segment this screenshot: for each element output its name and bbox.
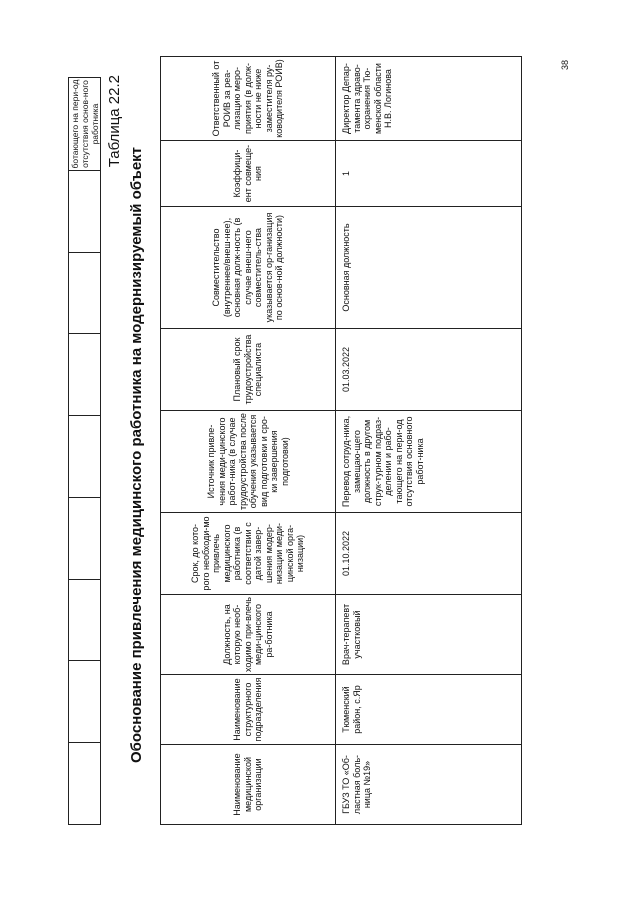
header-deadline: Срок, до кото-рого необходи-мо привлечь медицинского работника (в соответствии с датой завер-шения модер-низации меди-цинской орга-низации) <box>161 513 336 595</box>
header-position: Должность, на которую необ-ходимо при-влечь меди-цинского ра-ботника <box>161 595 336 675</box>
cell-responsible: Директор Депар-тамента здраво-охранения Тю-менской области Н.В. Логинова <box>336 57 522 141</box>
page-title: Обоснование привлечения медицинского работника на модернизируемый объект <box>128 146 145 764</box>
table-cell <box>69 743 101 825</box>
previous-table-continuation <box>68 77 101 825</box>
cell-coefficient: 1 <box>336 141 522 207</box>
previous-table-last-cell: ботающего на пери-од отсутствия основ-ного работника <box>69 78 101 171</box>
header-department: Наименование структурного подразделения <box>161 675 336 745</box>
header-source: Источник привле-чения меди-цинского работ-ника (в случае трудоустройства после обучения указывается вид подготовки и сро-ки завершения подготовки) <box>161 411 336 513</box>
table-cell <box>69 334 101 416</box>
table-number: Таблица 22.2 <box>106 75 123 168</box>
table-cell <box>69 252 101 334</box>
cell-source: Перевод сотруд-ника, замещаю-щего должность в другом струк-турном подраз-делении и рабо-тающего на пери-од отсутствия основного работ-ника <box>336 411 522 513</box>
cell-combination: Основная должность <box>336 207 522 329</box>
table-header-row <box>161 57 336 825</box>
justification-table <box>160 56 522 825</box>
header-planned-date: Плановый срок трудоустройства специалиста <box>161 329 336 411</box>
header-combination: Совместительство (внутреннее/внеш-нее), основная долж-ность (в случае внеш-него совместитель-ства указывается ор-ганизация по основ-ной должности) <box>161 207 336 329</box>
table-cell <box>69 579 101 661</box>
header-coefficient: Коэффици-ент совмеще-ния <box>161 141 336 207</box>
header-responsible: Ответственный от РОИВ за реа-лизацию меро-приятия (в долж-ности не ниже заместителя ру-ководителя РОИВ) <box>161 57 336 141</box>
cell-deadline: 01.10.2022 <box>336 513 522 595</box>
cell-planned-date: 01.03.2022 <box>336 329 522 411</box>
table-cell <box>69 171 101 253</box>
table-row <box>336 57 522 825</box>
cell-position: Врач-терапевт участковый <box>336 595 522 675</box>
cell-department: Тюменский район, с.Яр <box>336 675 522 745</box>
page-number: 38 <box>560 59 570 70</box>
header-organization: Наименование медицинской организации <box>161 745 336 825</box>
table-cell <box>69 416 101 498</box>
table-cell <box>69 661 101 743</box>
table-cell <box>69 498 101 580</box>
cell-organization: ГБУЗ ТО «Об-ластная боль-ница №19» <box>336 745 522 825</box>
